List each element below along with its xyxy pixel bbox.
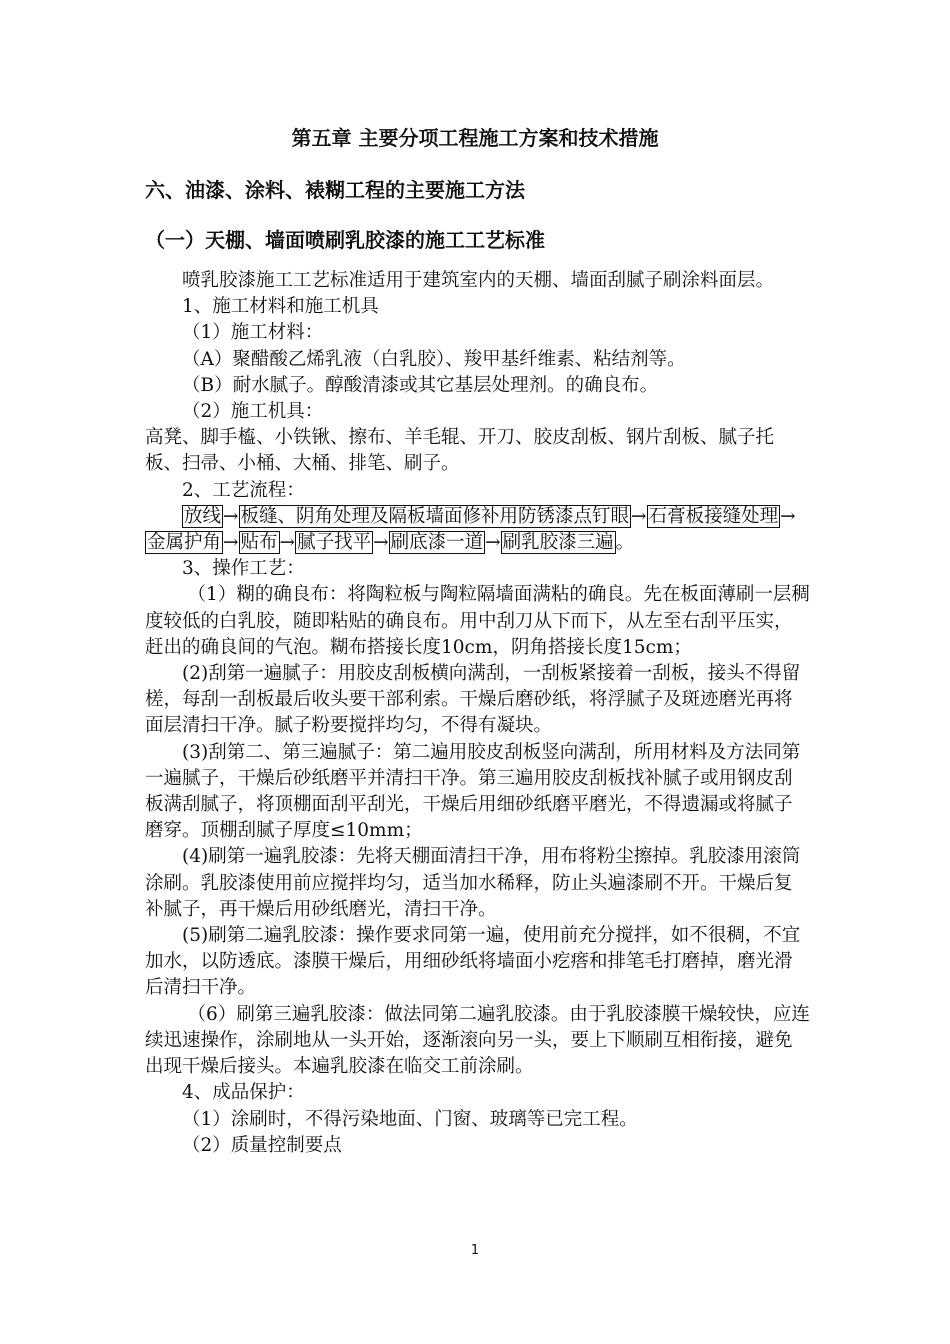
flow-arrow: → bbox=[279, 532, 296, 554]
step-paragraph-2: (2)刮第一遍腻子：用胶皮刮板横向满刮，一刮板紧接着一刮板，接头不得留槎，每刮一刮板最后收头要干部利索。干燥后磨砂纸，将浮腻子及斑迹磨光再将面层清扫干净。腻子粉要搅拌均匀，不得有凝块。 bbox=[145, 663, 801, 737]
materials-label: （1）施工材料： bbox=[182, 322, 324, 344]
flow-step: 刷乳胶漆三遍 bbox=[502, 532, 614, 554]
step-paragraph-4: (4)刷第一遍乳胶漆：先将天棚面清扫干净，用布将粉尘擦掉。乳胶漆用滚筒涂刷。乳胶漆使用前应搅拌均匀，适当加水稀释，防止头遍漆刷不开。干燥后复补腻子，再干燥后用砂纸磨光，清扫干净。 bbox=[145, 846, 801, 920]
document-body bbox=[145, 268, 810, 1159]
flow-step: 石膏板接缝处理 bbox=[648, 505, 779, 527]
step-paragraph-1: （1）糊的确良布：将陶粒板与陶粒隔墙面满粘的确良。先在板面薄刷一层稠度较低的白乳胶，随即粘贴的确良布。用中刮刀从下而下，从左至右刮平压实，赶出的确良间的气泡。糊布搭接长度10cm，阴角搭接长度15cm； bbox=[145, 584, 810, 658]
intro-paragraph: 喷乳胶漆施工工艺标准适用于建筑室内的天棚、墙面刮腻子刷涂料面层。 bbox=[182, 270, 775, 291]
s2-heading: 2、工艺流程： bbox=[182, 479, 305, 501]
tools-label: （2）施工机具： bbox=[182, 401, 324, 423]
s1-heading: 1、施工材料和施工机具 bbox=[182, 296, 379, 318]
chapter-title: 第五章 主要分项工程施工方案和技术措施 bbox=[291, 126, 659, 150]
flow-step: 放线 bbox=[184, 505, 222, 527]
flow-arrow: → bbox=[223, 532, 239, 554]
flow-step: 贴布 bbox=[240, 532, 278, 554]
step-paragraph-5: (5)刷第二遍乳胶漆：操作要求同第一遍，使用前充分搅拌，如不很稠，不宜加水，以防透底。漆膜干燥后，用细砂纸将墙面小疙瘩和排笔毛打磨掉，磨光滑后清扫干净。 bbox=[145, 925, 801, 999]
flow-arrow: → bbox=[631, 505, 647, 527]
flow-step: 腻子找平 bbox=[297, 532, 372, 554]
material-b: （B）耐水腻子。醇酸清漆或其它基层处理剂。的确良布。 bbox=[182, 374, 659, 396]
protection-item-1: （1）涂刷时，不得污染地面、门窗、玻璃等已完工程。 bbox=[182, 1108, 638, 1130]
step-paragraph-6: （6）刷第三遍乳胶漆：做法同第二遍乳胶漆。由于乳胶漆膜干燥较快，应连续迅速操作，涂刷地从一头开始，逐渐滚向另一头，要上下顺刷互相衔接，避免出现干燥后接头。本遍乳胶漆在临交工前涂刷。 bbox=[145, 1003, 810, 1078]
step-paragraph-3: (3)刮第二、第三遍腻子：第二遍用胶皮刮板竖向满刮，所用材料及方法同第一遍腻子，干燥后砂纸磨平并清扫干净。第三遍用胶皮刮板找补腻子或用钢皮刮板满刮腻子，将顶棚面刮平刮光，干燥后用细砂纸磨平磨光，不得遗漏或将腻子磨穿。顶棚刮腻子厚度≤10mm； bbox=[145, 741, 801, 842]
flow-end: 。 bbox=[615, 532, 635, 554]
flow-arrow: → bbox=[780, 505, 796, 527]
section-title: 六、油漆、涂料、裱糊工程的主要施工方法 bbox=[145, 178, 525, 202]
material-a: （A）聚醋酸乙烯乳液（白乳胶）、羧甲基纤维素、粘结剂等。 bbox=[182, 348, 686, 370]
tools-list: 高凳、脚手橀、小铁锹、擦布、羊毛辊、开刀、胶皮刮板、钢片刮板、腻子托板、扫帚、小桶、大桶、排笔、刷子。 bbox=[145, 427, 775, 475]
flow-step: 刷底漆一道 bbox=[390, 532, 484, 554]
protection-item-2: （2）质量控制要点 bbox=[182, 1134, 342, 1156]
s4-heading: 4、成品保护： bbox=[182, 1082, 305, 1104]
flow-step: 板缝、阴角处理及隔板墙面修补用防锈漆点钉眼 bbox=[240, 505, 630, 527]
subsection-title: （一）天棚、墙面喷刷乳胶漆的施工工艺标准 bbox=[145, 228, 545, 252]
flow-arrow: → bbox=[223, 505, 239, 527]
flow-arrow: → bbox=[373, 532, 389, 554]
s3-heading: 3、操作工艺： bbox=[182, 558, 305, 580]
page-number: 1 bbox=[470, 1243, 480, 1258]
flow-arrow: → bbox=[485, 532, 501, 554]
flow-step: 金属护角 bbox=[147, 532, 222, 554]
process-flow bbox=[145, 504, 810, 556]
